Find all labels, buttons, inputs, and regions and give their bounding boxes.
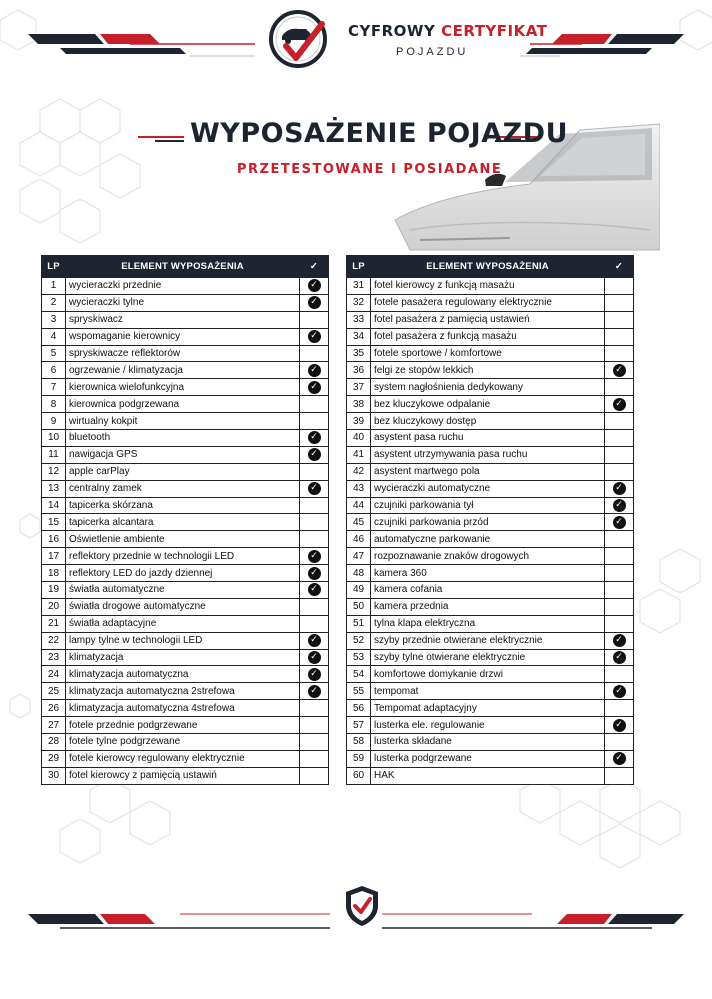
equipment-name: klimatyzacja automatyczna [66,666,300,683]
table-row [347,683,634,700]
equipment-name: kierownica wielofunkcyjna [66,379,300,396]
equipment-table-left [41,255,329,785]
equipment-check-cell [300,278,329,295]
header-check: ✓ [300,256,329,278]
row-number: 24 [42,666,66,683]
row-number: 10 [42,430,66,447]
equipment-name: asystent pasa ruchu [371,430,605,447]
table-row [347,649,634,666]
table-row [347,548,634,565]
check-icon: ✓ [613,685,626,698]
equipment-name: reflektory przednie w technologii LED [66,548,300,565]
equipment-name: lusterka podgrzewane [371,750,605,767]
equipment-check-cell [605,717,634,734]
equipment-check-cell [605,683,634,700]
equipment-check-cell [605,514,634,531]
table-row [42,582,329,599]
row-number: 7 [42,379,66,396]
row-number: 36 [347,362,371,379]
equipment-check-cell [605,311,634,328]
equipment-check-cell [300,717,329,734]
equipment-name: system nagłośnienia dedykowany [371,379,605,396]
row-number: 29 [42,750,66,767]
equipment-check-cell [300,632,329,649]
equipment-name: reflektory LED do jazdy dziennej [66,565,300,582]
equipment-check-cell [300,345,329,362]
row-number: 44 [347,497,371,514]
equipment-check-cell [605,734,634,751]
table-row [347,750,634,767]
check-icon: ✓ [613,364,626,377]
check-icon: ✓ [613,516,626,529]
equipment-check-cell [605,598,634,615]
equipment-name: szyby tylne otwierane elektrycznie [371,649,605,666]
equipment-name: tapicerka alcantara [66,514,300,531]
check-icon: ✓ [308,550,321,563]
equipment-name: wycieraczki przednie [66,278,300,295]
row-number: 41 [347,446,371,463]
row-number: 58 [347,734,371,751]
table-row [347,598,634,615]
equipment-check-cell [605,463,634,480]
check-icon: ✓ [613,482,626,495]
row-number: 31 [347,278,371,295]
check-icon: ✓ [308,364,321,377]
equipment-check-cell [605,480,634,497]
equipment-check-cell [300,700,329,717]
equipment-name: komfortowe domykanie drzwi [371,666,605,683]
equipment-name: fotele przednie podgrzewane [66,717,300,734]
equipment-name: fotele kierowcy regulowany elektrycznie [66,750,300,767]
check-icon: ✓ [308,651,321,664]
table-row [42,700,329,717]
row-number: 38 [347,396,371,413]
equipment-name: bluetooth [66,430,300,447]
table-row [347,717,634,734]
equipment-name: tempomat [371,683,605,700]
equipment-name: centralny zamek [66,480,300,497]
row-number: 48 [347,565,371,582]
check-icon: ✓ [308,279,321,292]
equipment-check-cell [605,294,634,311]
equipment-name: spryskiwacz [66,311,300,328]
equipment-check-cell [605,649,634,666]
equipment-name: wycieraczki tylne [66,294,300,311]
equipment-name: wirtualny kokpit [66,413,300,430]
equipment-check-cell [605,413,634,430]
equipment-check-cell [605,531,634,548]
table-row [347,294,634,311]
equipment-check-cell [300,615,329,632]
row-number: 34 [347,328,371,345]
equipment-check-cell [605,362,634,379]
equipment-check-cell [300,379,329,396]
equipment-check-cell [605,615,634,632]
equipment-name: kamera cofania [371,582,605,599]
equipment-check-cell [300,480,329,497]
row-number: 30 [42,767,66,784]
equipment-check-cell [605,278,634,295]
row-number: 53 [347,649,371,666]
check-icon: ✓ [308,296,321,309]
equipment-name: fotel pasażera z pamięcią ustawień [371,311,605,328]
table-row [347,396,634,413]
table-row [347,632,634,649]
row-number: 56 [347,700,371,717]
check-icon: ✓ [613,634,626,647]
table-row [347,734,634,751]
equipment-name: lusterka składane [371,734,605,751]
row-number: 2 [42,294,66,311]
header-element: ELEMENT WYPOSAŻENIA [66,256,300,278]
row-number: 23 [42,649,66,666]
equipment-name: światła adaptacyjne [66,615,300,632]
row-number: 42 [347,463,371,480]
equipment-check-cell [300,497,329,514]
row-number: 60 [347,767,371,784]
equipment-name: Oświetlenie ambiente [66,531,300,548]
check-icon: ✓ [308,482,321,495]
equipment-check-cell [605,767,634,784]
equipment-check-cell [300,565,329,582]
equipment-name: czujniki parkowania tył [371,497,605,514]
table-row [42,734,329,751]
row-number: 55 [347,683,371,700]
check-icon: ✓ [308,431,321,444]
row-number: 57 [347,717,371,734]
equipment-name: nawigacja GPS [66,446,300,463]
equipment-check-cell [605,379,634,396]
table-row [347,666,634,683]
equipment-name: kamera przednia [371,598,605,615]
table-row [42,514,329,531]
row-number: 43 [347,480,371,497]
equipment-name: wspomaganie kierownicy [66,328,300,345]
equipment-name: spryskiwacze reflektorów [66,345,300,362]
table-row [42,548,329,565]
check-icon: ✓ [613,398,626,411]
equipment-name: klimatyzacja automatyczna 2strefowa [66,683,300,700]
equipment-check-cell [300,396,329,413]
equipment-name: fotele sportowe / komfortowe [371,345,605,362]
check-icon: ✓ [613,651,626,664]
check-icon: ✓ [613,499,626,512]
row-number: 45 [347,514,371,531]
equipment-name: ogrzewanie / klimatyzacja [66,362,300,379]
brand-tagline: POJAZDU [396,46,469,58]
equipment-check-cell [605,582,634,599]
row-number: 49 [347,582,371,599]
check-icon: ✓ [308,583,321,596]
equipment-check-cell [605,750,634,767]
row-number: 8 [42,396,66,413]
check-icon: ✓ [613,752,626,765]
row-number: 15 [42,514,66,531]
table-row [347,446,634,463]
equipment-check-cell [300,514,329,531]
row-number: 52 [347,632,371,649]
equipment-name: tylna klapa elektryczna [371,615,605,632]
table-row [42,480,329,497]
row-number: 17 [42,548,66,565]
table-row [42,565,329,582]
header-lp: LP [42,256,66,278]
equipment-check-cell [605,345,634,362]
check-icon: ✓ [308,330,321,343]
equipment-check-cell [300,666,329,683]
equipment-name: szyby przednie otwierane elektrycznie [371,632,605,649]
row-number: 46 [347,531,371,548]
row-number: 6 [42,362,66,379]
equipment-check-cell [605,548,634,565]
row-number: 26 [42,700,66,717]
row-number: 54 [347,666,371,683]
equipment-name: rozpoznawanie znaków drogowych [371,548,605,565]
table-row [347,345,634,362]
check-icon: ✓ [308,567,321,580]
row-number: 32 [347,294,371,311]
table-row [42,666,329,683]
brand-name: CYFROWY CERTYFIKAT [348,22,548,40]
equipment-check-cell [300,294,329,311]
equipment-name: asystent martwego pola [371,463,605,480]
equipment-check-cell [300,531,329,548]
equipment-check-cell [605,632,634,649]
table-row [42,328,329,345]
table-row [347,531,634,548]
equipment-check-cell [300,582,329,599]
check-icon: ✓ [308,634,321,647]
equipment-name: bez kluczykowe odpalanie [371,396,605,413]
equipment-check-cell [300,683,329,700]
table-row [347,413,634,430]
table-row [347,565,634,582]
page-title: WYPOSAŻENIE POJAZDU [190,118,569,149]
row-number: 20 [42,598,66,615]
equipment-check-cell [300,463,329,480]
table-row [347,767,634,784]
equipment-name: klimatyzacja automatyczna 4strefowa [66,700,300,717]
table-row [42,311,329,328]
equipment-name: felgi ze stopów lekkich [371,362,605,379]
equipment-check-cell [300,446,329,463]
table-row [42,497,329,514]
equipment-table-right [346,255,634,785]
car-shield-check-icon [268,8,330,74]
table-row [347,700,634,717]
row-number: 16 [42,531,66,548]
row-number: 13 [42,480,66,497]
row-number: 33 [347,311,371,328]
equipment-check-cell [300,328,329,345]
table-row [42,362,329,379]
equipment-name: światła drogowe automatyczne [66,598,300,615]
table-row [347,362,634,379]
check-icon: ✓ [613,719,626,732]
table-row [347,430,634,447]
check-icon: ✓ [308,685,321,698]
row-number: 28 [42,734,66,751]
equipment-name: asystent utrzymywania pasa ruchu [371,446,605,463]
table-header-row [347,256,634,278]
row-number: 5 [42,345,66,362]
table-row [347,379,634,396]
row-number: 51 [347,615,371,632]
equipment-check-cell [300,598,329,615]
table-row [42,598,329,615]
equipment-name: lusterka ele. regulowanie [371,717,605,734]
row-number: 19 [42,582,66,599]
table-row [347,582,634,599]
table-row [42,767,329,784]
equipment-name: klimatyzacja [66,649,300,666]
equipment-name: tapicerka skórzana [66,497,300,514]
equipment-check-cell [300,430,329,447]
table-row [42,632,329,649]
equipment-check-cell [605,565,634,582]
row-number: 50 [347,598,371,615]
table-row [42,750,329,767]
table-row [42,379,329,396]
equipment-name: kierownica podgrzewana [66,396,300,413]
equipment-check-cell [605,446,634,463]
table-row [347,278,634,295]
equipment-name: lampy tylne w technologii LED [66,632,300,649]
row-number: 9 [42,413,66,430]
equipment-check-cell [300,734,329,751]
table-row [42,278,329,295]
equipment-name: fotele tylne podgrzewane [66,734,300,751]
equipment-name: bez kluczykowy dostęp [371,413,605,430]
brand-header [268,8,598,74]
equipment-check-cell [300,649,329,666]
equipment-name: fotel kierowcy z funkcją masażu [371,278,605,295]
equipment-check-cell [605,396,634,413]
table-header-row [42,256,329,278]
equipment-name: czujniki parkowania przód [371,514,605,531]
table-row [42,446,329,463]
table-row [42,683,329,700]
equipment-name: kamera 360 [371,565,605,582]
row-number: 39 [347,413,371,430]
table-row [347,463,634,480]
page-subtitle: PRZETESTOWANE I POSIADANE [237,162,503,177]
row-number: 22 [42,632,66,649]
equipment-name: fotele pasażera regulowany elektrycznie [371,294,605,311]
row-number: 4 [42,328,66,345]
table-row [42,294,329,311]
row-number: 11 [42,446,66,463]
table-row [42,345,329,362]
equipment-check-cell [300,311,329,328]
table-row [42,430,329,447]
table-row [347,615,634,632]
equipment-check-cell [300,548,329,565]
equipment-check-cell [605,430,634,447]
row-number: 14 [42,497,66,514]
row-number: 59 [347,750,371,767]
row-number: 25 [42,683,66,700]
table-row [42,717,329,734]
table-row [347,311,634,328]
equipment-check-cell [605,497,634,514]
check-icon: ✓ [308,668,321,681]
header-element: ELEMENT WYPOSAŻENIA [371,256,605,278]
row-number: 40 [347,430,371,447]
table-row [347,497,634,514]
equipment-check-cell [300,767,329,784]
row-number: 37 [347,379,371,396]
row-number: 35 [347,345,371,362]
equipment-check-cell [300,362,329,379]
table-row [42,531,329,548]
header-check: ✓ [605,256,634,278]
row-number: 18 [42,565,66,582]
row-number: 3 [42,311,66,328]
equipment-check-cell [300,413,329,430]
table-row [42,463,329,480]
row-number: 1 [42,278,66,295]
equipment-name: światła automatyczne [66,582,300,599]
row-number: 21 [42,615,66,632]
check-icon: ✓ [308,381,321,394]
table-row [347,514,634,531]
equipment-name: automatyczne parkowanie [371,531,605,548]
equipment-name: fotel pasażera z funkcją masażu [371,328,605,345]
table-row [347,480,634,497]
table-row [42,413,329,430]
equipment-check-cell [605,328,634,345]
table-row [42,396,329,413]
equipment-check-cell [300,750,329,767]
equipment-name: wycieraczki automatyczne [371,480,605,497]
equipment-name: Tempomat adaptacyjny [371,700,605,717]
equipment-name: HAK [371,767,605,784]
row-number: 47 [347,548,371,565]
shield-check-icon [344,884,380,928]
row-number: 27 [42,717,66,734]
equipment-check-cell [605,700,634,717]
table-row [42,649,329,666]
header-lp: LP [347,256,371,278]
equipment-name: apple carPlay [66,463,300,480]
equipment-name: fotel kierowcy z pamięcią ustawiń [66,767,300,784]
table-row [347,328,634,345]
check-icon: ✓ [308,448,321,461]
equipment-check-cell [605,666,634,683]
row-number: 12 [42,463,66,480]
table-row [42,615,329,632]
